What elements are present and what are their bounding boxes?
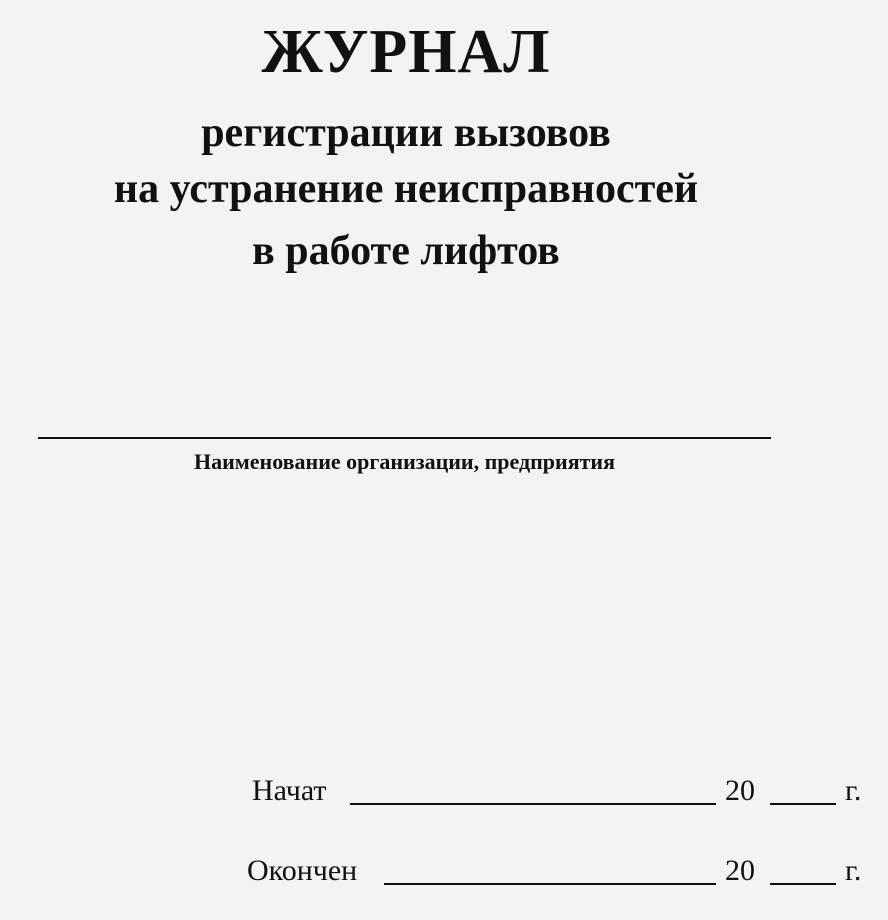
subtitle-line: на устранение неисправностей bbox=[113, 166, 699, 212]
end-date-blank-line bbox=[384, 883, 716, 885]
end-year-suffix: г. bbox=[845, 854, 862, 887]
journal-title: ЖУРНАЛ bbox=[261, 18, 551, 86]
end-date-label: Окончен bbox=[247, 854, 358, 887]
start-date-blank-line bbox=[350, 803, 716, 805]
end-year-prefix: 20 bbox=[725, 854, 755, 887]
organization-name-blank-line bbox=[38, 437, 771, 439]
start-year-prefix: 20 bbox=[725, 774, 755, 807]
organization-caption: Наименование организации, предприятия bbox=[194, 449, 615, 474]
start-year-blank-line bbox=[770, 803, 836, 805]
subtitle-line: в работе лифтов bbox=[252, 228, 560, 274]
end-year-blank-line bbox=[770, 883, 836, 885]
end-date-row bbox=[0, 851, 888, 891]
start-date-row bbox=[0, 771, 888, 811]
start-date-label: Начат bbox=[252, 774, 327, 807]
start-year-suffix: г. bbox=[845, 774, 862, 807]
subtitle-line: регистрации вызовов bbox=[201, 110, 611, 156]
